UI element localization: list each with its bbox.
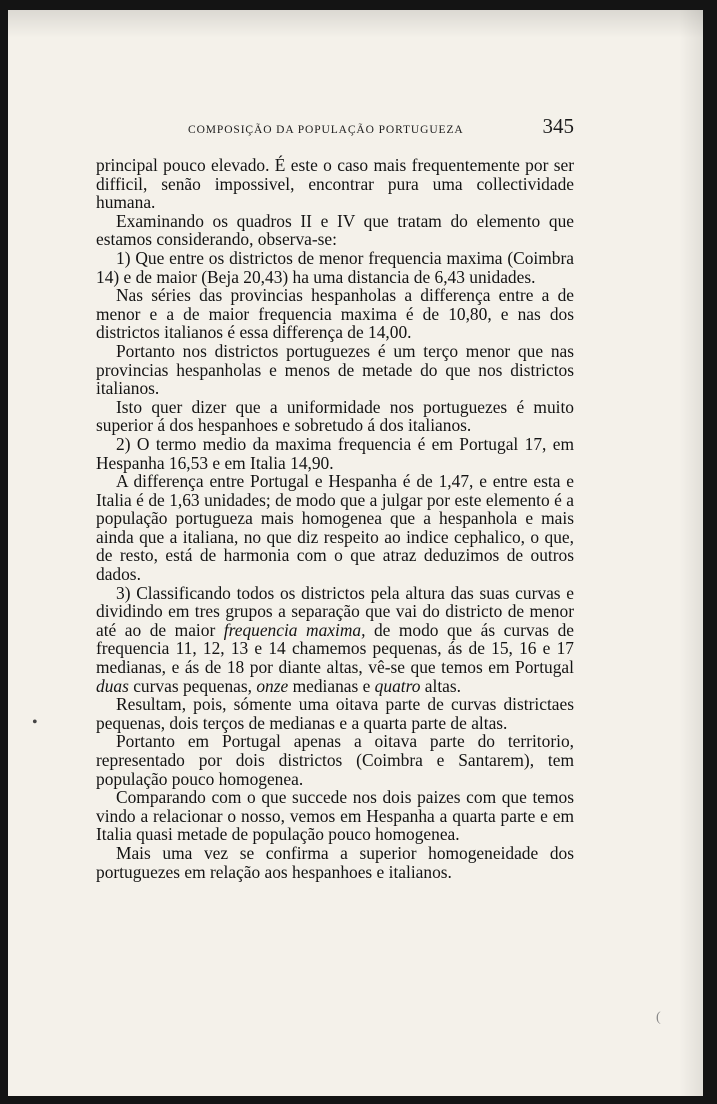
paragraph-9-italic-2: duas <box>96 675 129 696</box>
paragraph-9 <box>96 584 574 696</box>
paragraph-9-text-1: 3) Classificando todos os districtos pela altura das suas curvas e dividindo em tres grupos a separação que vai do districto de menor até ao de maior <box>96 582 574 640</box>
paragraph-1: principal pouco elevado. É este o caso mais frequentemente por ser difficil, senão impossivel, encontrar pura uma collectividade humana. <box>96 155 574 213</box>
paragraph-9-italic-1: frequencia maxima, <box>223 619 366 640</box>
book-page <box>8 10 703 1096</box>
paragraph-9-italic-3: onze <box>256 675 289 696</box>
paragraph-6: Isto quer dizer que a uniformidade nos portuguezes é muito superior á dos hespanhoes e sobretudo á dos italianos. <box>96 396 574 436</box>
paragraph-5: Portanto nos districtos portuguezes é um terço menor que nas provincias hespanholas e menos de metade do que nos districtos italianos. <box>96 340 574 399</box>
paragraph-9-text-4: medianas e <box>288 675 375 696</box>
margin-mark: ( <box>656 1010 661 1025</box>
running-title: COMPOSIÇÃO DA POPULAÇÃO PORTUGUEZA <box>188 124 464 136</box>
paragraph-4: Nas séries das provincias hespanholas a differença entre a de menor e a de maior frequencia maxima é de 10,80, e nas dos districtos italianos é essa differença de 14,00. <box>96 285 574 343</box>
paragraph-12: Comparando com o que succede nos dois paizes com que temos vindo a relacionar o nosso, vemos em Hespanha a quarta parte e em Italia quasi metade de população pouco homogenea. <box>96 787 574 845</box>
paragraph-10: Resultam, pois, sómente uma oitava parte de curvas districtaes pequenas, dois terços de medianas e a quarta parte de altas. <box>96 694 574 733</box>
paragraph-13: Mais uma vez se confirma a superior homogeneidade dos portuguezes em relação aos hespanhoes e italianos. <box>96 842 574 882</box>
paragraph-2: Examinando os quadros II e IV que tratam do elemento que estamos considerando, observa-se: <box>96 210 574 250</box>
paragraph-9-text-2: de modo que ás curvas de frequencia 11, 12, 13 e 14 chamemos pequenas, ás de 15, 16 e 17 medianas, e ás de 18 por diante altas, vê-se que temos em Portugal <box>96 619 574 678</box>
page-number: 345 <box>542 114 574 138</box>
paragraph-9-italic-4: quatro <box>374 675 421 696</box>
paragraph-7: 2) O termo medio da maxima frequencia é em Portugal 17, em Hespanha 16,53 e em Italia 14,90. <box>96 433 574 473</box>
paragraph-8: A differença entre Portugal e Hespanha é de 1,47, e entre esta e Italia é de 1,63 unidades; de modo que a julgar por este elemento é a população portugueza mais homogenea que a hespanhola e mais ainda que a italiana, no que diz respeito ao indice cephalico, o que, de resto, está de harmonia com o que atraz deduzimos de outros dados. <box>96 471 574 585</box>
body-text <box>96 156 574 881</box>
paragraph-9-text-3: curvas pequenas, <box>128 675 257 696</box>
paragraph-9-text-5: altas. <box>420 675 461 696</box>
margin-mark: • <box>32 714 38 731</box>
paragraph-11: Portanto em Portugal apenas a oitava parte do territorio, representado por dois districtos (Coimbra e Santarem), tem população pouco homogenea. <box>96 731 574 789</box>
running-head <box>96 114 574 146</box>
paragraph-3: 1) Que entre os districtos de menor frequencia maxima (Coimbra 14) e de maior (Beja 20,43) ha uma distancia de 6,43 unidades. <box>96 247 574 287</box>
